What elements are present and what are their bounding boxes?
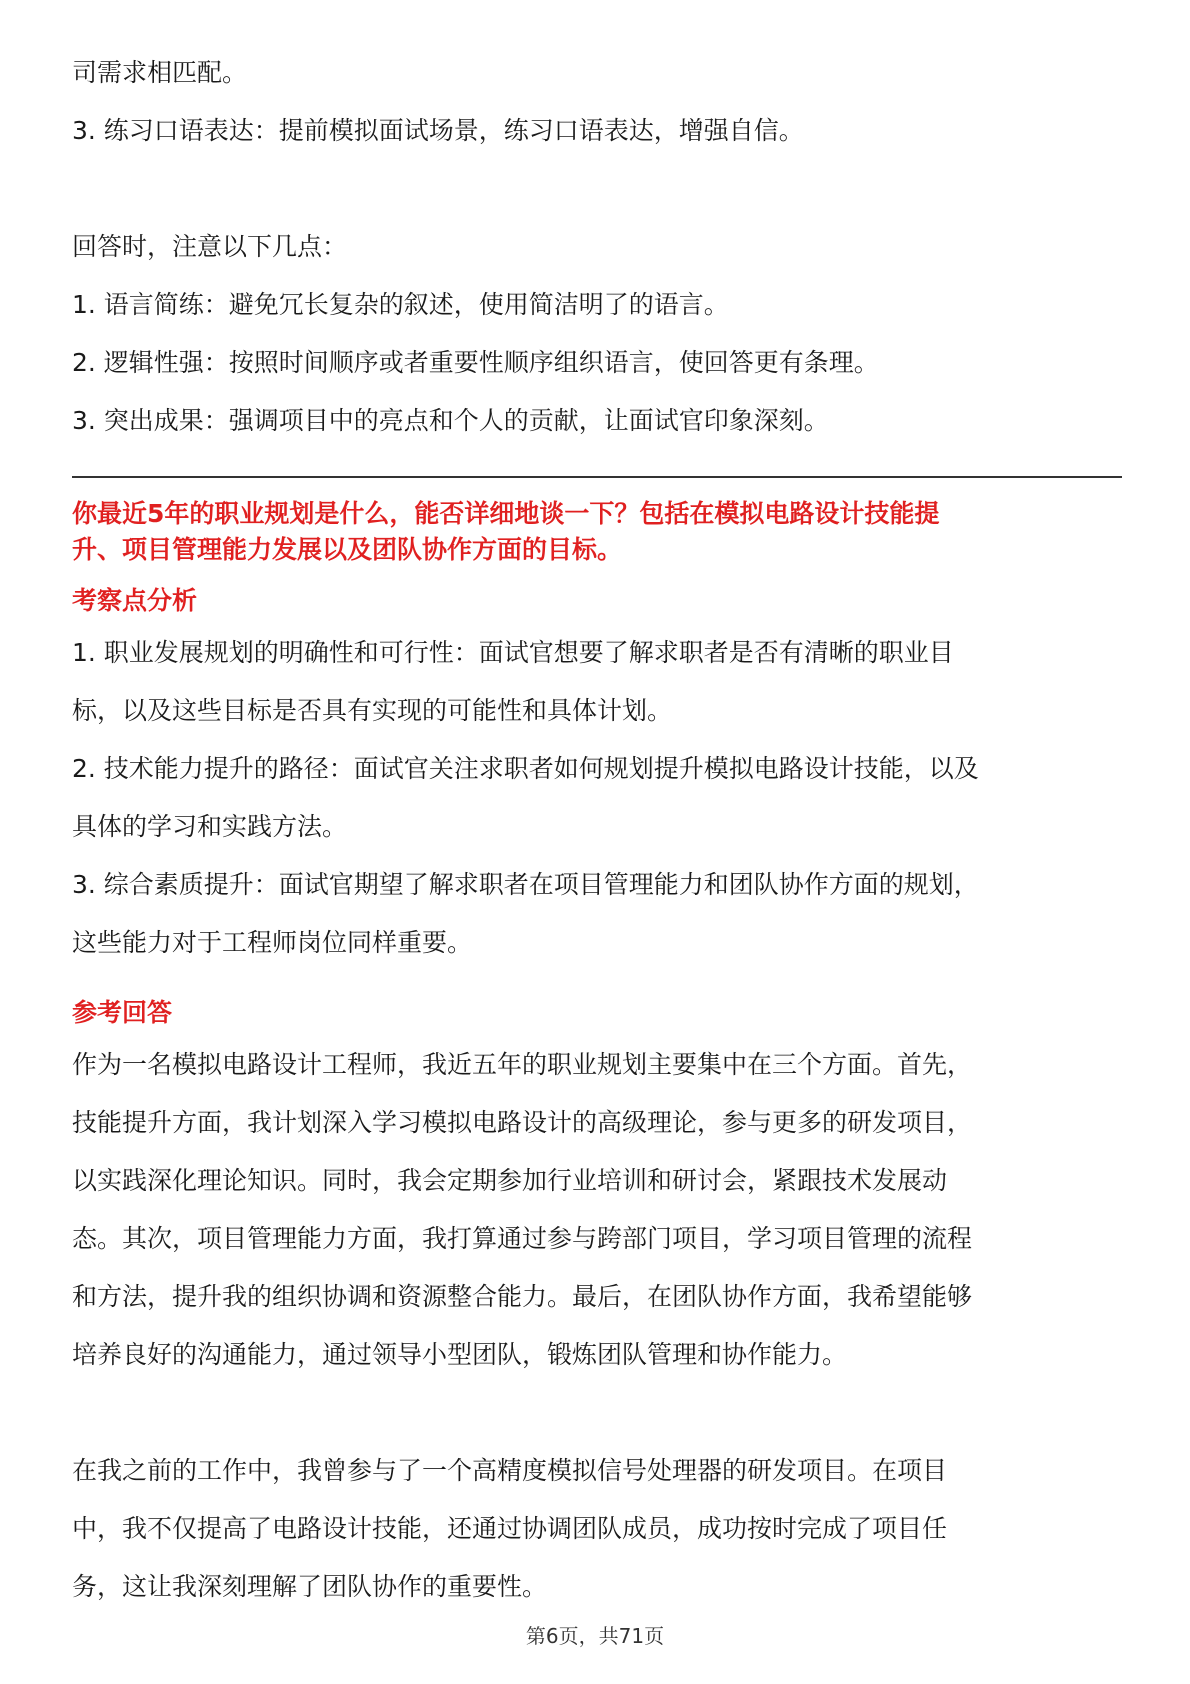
analysis-line: 2. 技术能力提升的路径：面试官关注求职者如何规划提升模拟电路设计技能，以及	[72, 754, 979, 783]
analysis-line: 标，以及这些目标是否具有实现的可能性和具体计划。	[72, 696, 673, 725]
analysis-line: 3. 综合素质提升：面试官期望了解求职者在项目管理能力和团队协作方面的规划，	[72, 870, 979, 899]
spacer	[72, 160, 1122, 218]
page-content	[72, 44, 1122, 1616]
body-line: 司需求相匹配。	[72, 58, 248, 87]
tip-item: 2. 逻辑性强：按照时间顺序或者重要性顺序组织语言，使回答更有条理。	[72, 348, 879, 377]
answer-line: 和方法，提升我的组织协调和资源整合能力。最后，在团队协作方面，我希望能够	[72, 1282, 973, 1311]
tips-intro: 回答时，注意以下几点：	[72, 232, 348, 261]
answer-line: 作为一名模拟电路设计工程师，我近五年的职业规划主要集中在三个方面。首先，	[72, 1050, 973, 1079]
tip-item: 3. 突出成果：强调项目中的亮点和个人的贡献，让面试官印象深刻。	[72, 406, 829, 435]
page-number: 第6页，共71页	[525, 1624, 665, 1648]
analysis-line: 1. 职业发展规划的明确性和可行性：面试官想要了解求职者是否有清晰的职业目	[72, 638, 954, 667]
body-line: 3. 练习口语表达：提前模拟面试场景，练习口语表达，增强自信。	[72, 116, 804, 145]
answer-line: 态。其次，项目管理能力方面，我打算通过参与跨部门项目，学习项目管理的流程	[72, 1224, 973, 1253]
spacer	[72, 1384, 1122, 1442]
answer-line: 中，我不仅提高了电路设计技能，还通过协调团队成员，成功按时完成了项目任	[72, 1514, 948, 1543]
answer-line: 以实践深化理论知识。同时，我会定期参加行业培训和研讨会，紧跟技术发展动	[72, 1166, 948, 1195]
answer-line: 培养良好的沟通能力，通过领导小型团队，锻炼团队管理和协作能力。	[72, 1340, 848, 1369]
section-divider	[72, 476, 1122, 478]
answer-line: 在我之前的工作中，我曾参与了一个高精度模拟信号处理器的研发项目。在项目	[72, 1456, 948, 1485]
analysis-heading: 考察点分析	[72, 586, 198, 615]
question-line: 你最近5年的职业规划是什么，能否详细地谈一下？包括在模拟电路设计技能提	[72, 499, 940, 528]
answer-line: 务，这让我深刻理解了团队协作的重要性。	[72, 1572, 548, 1601]
question-line: 升、项目管理能力发展以及团队协作方面的目标。	[72, 535, 623, 564]
tip-item: 1. 语言简练：避免冗长复杂的叙述，使用简洁明了的语言。	[72, 290, 729, 319]
analysis-line: 这些能力对于工程师岗位同样重要。	[72, 928, 473, 957]
answer-line: 技能提升方面，我计划深入学习模拟电路设计的高级理论，参与更多的研发项目，	[72, 1108, 973, 1137]
reference-answer-heading: 参考回答	[72, 998, 173, 1027]
analysis-line: 具体的学习和实践方法。	[72, 812, 348, 841]
interview-question	[72, 496, 1122, 568]
